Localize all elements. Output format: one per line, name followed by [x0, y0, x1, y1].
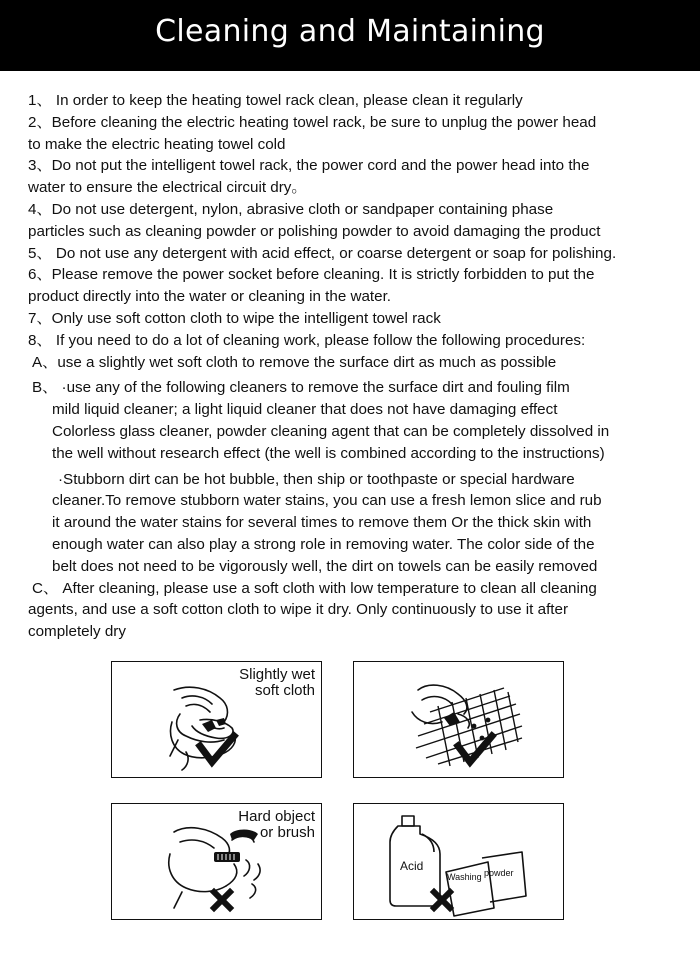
page-header	[0, 0, 700, 71]
instruction-line: 1、 In order to keep the heating towel rack clean, please clean it regularly	[28, 92, 523, 109]
step-c-line: completely dry	[28, 623, 126, 641]
panel-caption: Slightly wet soft cloth	[239, 666, 315, 699]
step-b-line: enough water can also play a strong role in removing water. The color side of the	[52, 535, 595, 553]
illustration-brush	[111, 803, 322, 920]
instruction-line: 6、Please remove the power socket before cleaning. It is strictly forbidden to put the	[28, 266, 595, 284]
illustration-wipe-grid	[353, 661, 564, 778]
step-a-line: A、use a slightly wet soft cloth to remove the surface dirt as much as possible	[32, 353, 557, 371]
step-b-line: cleaner.To remove stubborn water stains, you can use a fresh lemon slice and rub	[52, 492, 602, 510]
instruction-line: 2、Before cleaning the electric heating towel rack, be sure to unplug the power head	[28, 113, 597, 131]
acid-label: Acid	[400, 859, 424, 873]
step-b-line: it around the water stains for several times to remove them Or the thick skin with	[52, 514, 592, 532]
step-b-line: belt does not need to be vigorously well, the dirt on towels can be easily removed	[52, 557, 598, 575]
illustration-wet-cloth	[111, 661, 322, 778]
acid-bottle-icon	[354, 804, 565, 921]
washing-label: Washing	[447, 872, 482, 882]
instruction-line: product directly into the water or cleaning in the water.	[28, 288, 392, 306]
instructions-text	[28, 90, 688, 643]
powder-label: powder	[484, 868, 514, 878]
instruction-line: 4、Do not use detergent, nylon, abrasive cloth or sandpaper containing phase	[28, 200, 554, 218]
instruction-line: 3、Do not put the intelligent towel rack, the power cord and the power head into the	[28, 157, 590, 175]
instruction-line: particles such as cleaning powder or polishing powder to avoid damaging the product	[28, 222, 601, 240]
step-b-line: ·Stubborn dirt can be hot bubble, then ship or toothpaste or special hardware	[58, 470, 575, 488]
wipe-grid-icon	[354, 662, 565, 779]
instruction-line: water to ensure the electrical circuit dry。	[28, 179, 307, 197]
illustration-chemicals	[353, 803, 564, 920]
page-title: Cleaning and Maintaining	[155, 14, 545, 49]
instruction-line: to make the electric heating towel cold	[28, 135, 286, 153]
step-b-line: the well without research effect (the well is combined according to the instructions)	[52, 444, 605, 462]
step-b-line: mild liquid cleaner; a light liquid cleaner that does not have damaging effect	[52, 401, 558, 419]
instruction-line: 7、Only use soft cotton cloth to wipe the intelligent towel rack	[28, 309, 441, 327]
instruction-line: 8、 If you need to do a lot of cleaning work, please follow the following procedures:	[28, 331, 586, 349]
step-c-line: C、 After cleaning, please use a soft cloth with low temperature to clean all cleaning	[32, 579, 597, 597]
instruction-line: 5、 Do not use any detergent with acid effect, or coarse detergent or soap for polishing.	[28, 244, 617, 262]
panel-caption: Hard object or brush	[238, 808, 315, 841]
step-c-line: agents, and use a soft cotton cloth to wipe it dry. Only continuously to use it after	[28, 601, 569, 619]
step-b-line: B、 ·use any of the following cleaners to remove the surface dirt and fouling film	[32, 379, 570, 397]
step-b-line: Colorless glass cleaner, powder cleaning agent that can be completely dissolved in	[52, 422, 610, 440]
